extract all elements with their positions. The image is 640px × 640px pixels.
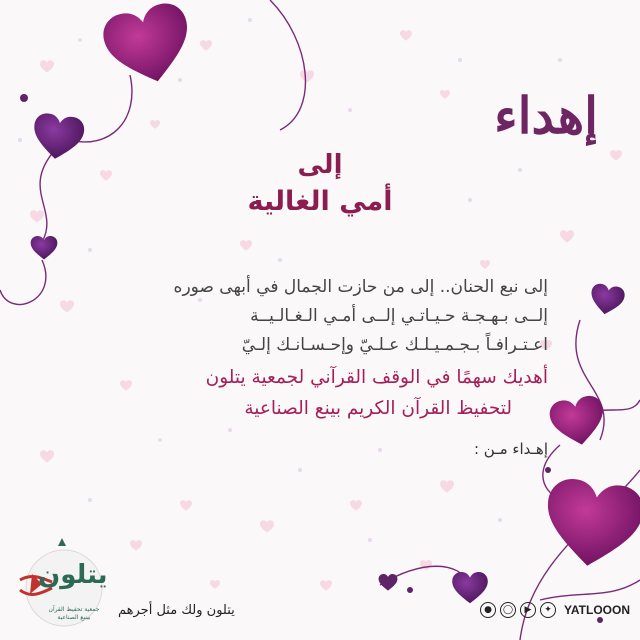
heart-right-small xyxy=(588,282,626,317)
from-label: إهـداء مـن : xyxy=(473,440,548,458)
message-line-4: أهديك سهمًا في الوقف القرآني لجمعية يتلون xyxy=(205,367,548,388)
social-handle[interactable]: YATLOOON xyxy=(564,603,631,617)
twitter-icon[interactable]: ✦ xyxy=(540,602,556,618)
heart-right-medium xyxy=(548,394,609,449)
heart-top-left-large xyxy=(99,0,199,91)
message-line-1: إلى نبع الحنان.. إلى من حازت الجمال في أبهى صوره xyxy=(173,277,548,297)
dedication-badge xyxy=(468,82,598,172)
message-line-5: لتحفيظ القرآن الكريم بينع الصناعية xyxy=(244,398,512,419)
message-line-3: اعـتـرافـاً بـجـمـيـلـك عـلـيّ وإحـسـانـك إلـيّ xyxy=(241,335,548,355)
logo-subtitle: جمعية تحفيظ القرآن بينبع الصناعية xyxy=(48,606,100,621)
heading-recipient: أمي الغالية xyxy=(247,186,393,217)
snapchat-icon[interactable]: ● xyxy=(480,602,496,618)
instagram-icon[interactable]: ◯ xyxy=(500,602,516,618)
logo-wordmark: يتلون xyxy=(38,560,108,590)
heart-bottom-tiny xyxy=(379,574,398,591)
badge-title: إهداء xyxy=(494,86,598,145)
social-bar xyxy=(480,600,630,620)
footer-slogan: يتلون ولك مثل أجرهم xyxy=(118,603,235,618)
heart-right-large xyxy=(540,476,640,573)
youtube-icon[interactable]: ▶ xyxy=(520,602,536,618)
heading-to: إلى xyxy=(297,150,343,180)
heart-bottom-small xyxy=(452,572,488,603)
heart-left-medium xyxy=(30,112,86,163)
message-line-2: إلــى بـهـجـة حـيـاتـي إلــى أمـي الـغـالـيــة xyxy=(250,306,548,326)
